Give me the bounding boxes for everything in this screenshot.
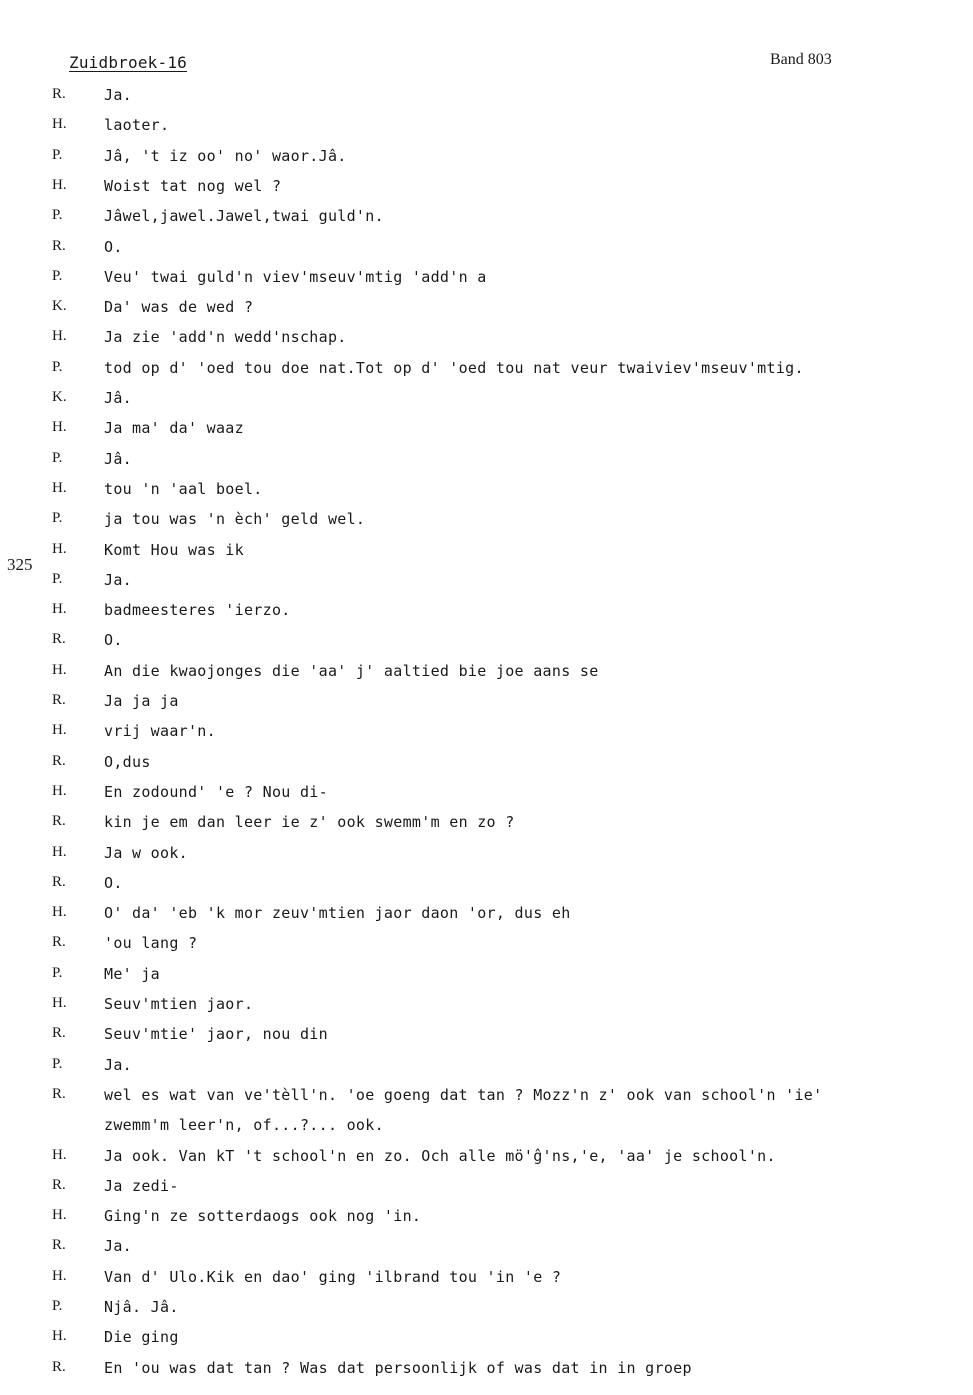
utterance-text: ja tou was 'n èch' geld wel. (104, 510, 366, 529)
transcript-line (0, 298, 973, 322)
speaker-label: P. (52, 964, 63, 981)
speaker-label: R. (52, 813, 66, 830)
utterance-text: kin je em dan leer ie z' ook swemm'm en zo ? (104, 813, 515, 832)
utterance-text: Jâ. (104, 449, 132, 468)
utterance-text: En 'ou was dat tan ? Was dat persoonlijk of was dat in in groep (104, 1358, 692, 1377)
utterance-text: Seuv'mtien jaor. (104, 995, 254, 1013)
tape-number: Band 803 (770, 51, 832, 68)
transcript-line (0, 874, 973, 898)
utterance-text: Ja. (104, 1055, 132, 1074)
utterance-text: tou 'n 'aal boel. (104, 479, 263, 498)
speaker-label: R. (52, 752, 66, 769)
speaker-label: H. (52, 419, 67, 436)
utterance-text: O. (104, 631, 123, 650)
speaker-label: H. (52, 1207, 67, 1224)
speaker-label: H. (52, 995, 67, 1011)
transcript-line (0, 510, 973, 534)
speaker-label: H. (52, 116, 67, 133)
transcript-line (0, 662, 973, 686)
transcript-line (0, 541, 973, 565)
utterance-text: laoter. (104, 116, 170, 135)
transcript-line (0, 631, 973, 655)
utterance-text: Woist tat nog wel ? (104, 176, 282, 195)
utterance-text: Veu' twai guld'n viev'mseuv'mtig 'add'n a (104, 267, 487, 286)
margin-counter: 325 (7, 555, 33, 574)
speaker-label: K. (52, 389, 67, 405)
utterance-text: Jâwel,jawel.Jawel,twai guld'n. (104, 207, 384, 226)
speaker-label: P. (52, 570, 63, 587)
speaker-label: K. (52, 298, 67, 315)
transcript-line (0, 1147, 973, 1171)
speaker-label: H. (52, 176, 67, 193)
transcript-line (0, 722, 973, 746)
speaker-label: P. (52, 207, 63, 224)
transcript-line (0, 934, 973, 958)
transcript-line (0, 328, 973, 352)
speaker-label: H. (52, 661, 67, 678)
speaker-label: R. (52, 934, 66, 951)
speaker-label: H. (52, 782, 67, 799)
utterance-text: vrij waar'n. (104, 722, 216, 741)
transcript-line (0, 86, 973, 110)
speaker-label: H. (52, 1267, 67, 1284)
utterance-text: Ja ook. Van kT 't school'n en zo. Och alle mö'ĝ'ns,'e, 'aa' je school'n. (104, 1146, 776, 1165)
utterance-text: O,dus (104, 752, 151, 771)
transcript-line (0, 965, 973, 989)
transcript-line (0, 419, 973, 443)
utterance-text: Ja. (104, 570, 132, 589)
speaker-label: H. (52, 904, 67, 921)
utterance-text: Njâ. Jâ. (104, 1298, 179, 1316)
speaker-label: R. (52, 1085, 66, 1102)
utterance-text: tod op d' 'oed tou doe nat.Tot op d' 'oed tou nat veur twaiviev'mseuv'mtig. (104, 358, 804, 377)
transcript-line (0, 813, 973, 837)
speaker-label: H. (52, 540, 67, 557)
utterance-text: Me' ja (104, 964, 160, 983)
transcript-line (0, 1359, 973, 1383)
speaker-label: H. (52, 1328, 67, 1345)
utterance-text: Komt Hou was ik (104, 540, 244, 559)
document-reference (69, 53, 187, 72)
speaker-label: H. (52, 1146, 67, 1163)
speaker-label: P. (52, 510, 63, 527)
utterance-text: 'ou lang ? (104, 934, 198, 953)
speaker-label: R. (52, 237, 66, 254)
utterance-text: badmeesteres 'ierzo. (104, 601, 291, 620)
transcript-line (0, 177, 973, 201)
utterance-text: Ja zedi- (104, 1176, 179, 1195)
utterance-text: O. (104, 237, 123, 256)
transcript-line (0, 1328, 973, 1352)
speaker-label: H. (52, 328, 67, 345)
speaker-label: R. (52, 1237, 66, 1254)
speaker-label: H. (52, 601, 67, 618)
speaker-label: H. (52, 843, 67, 860)
utterance-text: Ging'n ze sotterdaogs ook nog 'in. (104, 1207, 422, 1226)
document-reference-text: Zuidbroek-16 (69, 53, 187, 72)
transcript-line (0, 753, 973, 777)
transcript-line (0, 147, 973, 171)
utterance-text: Seuv'mtie' jaor, nou din (104, 1025, 328, 1044)
transcript-line (0, 116, 973, 140)
transcript-line (0, 1268, 973, 1292)
speaker-label: P. (52, 146, 63, 163)
utterance-text: Die ging (104, 1328, 179, 1347)
transcript-line (0, 571, 973, 595)
speaker-label: P. (52, 267, 63, 284)
transcript-line (0, 1207, 973, 1231)
transcript-line (0, 1056, 973, 1080)
speaker-label: R. (52, 1025, 66, 1042)
speaker-label: R. (52, 1176, 66, 1193)
transcript-line (0, 389, 973, 413)
speaker-label: R. (52, 692, 66, 708)
utterance-text: Van d' Ulo.Kik en dao' ging 'ilbrand tou 'in 'e ? (104, 1267, 562, 1286)
transcript-line (0, 1116, 973, 1140)
utterance-text: En zodound' 'e ? Nou di- (104, 782, 328, 801)
speaker-label: R. (52, 631, 66, 648)
transcript-line (0, 207, 973, 231)
transcript-line (0, 268, 973, 292)
speaker-label: P. (52, 1055, 63, 1072)
utterance-text: Jâ, 't iz oo' no' waor.Jâ. (104, 146, 347, 165)
transcript-line (0, 359, 973, 383)
speaker-label: H. (52, 722, 67, 739)
speaker-label: R. (52, 86, 66, 102)
transcript-line (0, 601, 973, 625)
speaker-label: P. (52, 449, 63, 466)
transcript-line (0, 783, 973, 807)
utterance-text: Ja. (104, 86, 132, 104)
utterance-text: Da' was de wed ? (104, 298, 254, 317)
utterance-text: Ja w ook. (104, 843, 188, 862)
utterance-text: Ja ma' da' waaz (104, 419, 244, 438)
utterance-text: Ja ja ja (104, 692, 179, 710)
utterance-text: wel es wat van ve'tèll'n. 'oe goeng dat tan ? Mozz'n z' ook van school'n 'ie' (104, 1085, 823, 1104)
speaker-label: P. (52, 1298, 63, 1314)
speaker-label: H. (52, 479, 67, 496)
transcript-line (0, 480, 973, 504)
utterance-text: Jâ. (104, 389, 132, 407)
transcript-line (0, 904, 973, 928)
transcript-line (0, 844, 973, 868)
utterance-text: O' da' 'eb 'k mor zeuv'mtien jaor daon 'or, dus eh (104, 904, 571, 923)
speaker-label: R. (52, 873, 66, 890)
transcript-line (0, 1025, 973, 1049)
speaker-label: P. (52, 358, 63, 375)
transcript-line (0, 1237, 973, 1261)
transcript-line (0, 238, 973, 262)
transcript-line (0, 450, 973, 474)
utterance-text: An die kwaojonges die 'aa' j' aaltied bie joe aans se (104, 661, 599, 680)
transcript-line (0, 692, 973, 716)
utterance-text: Ja. (104, 1237, 132, 1256)
utterance-text: Ja zie 'add'n wedd'nschap. (104, 328, 347, 347)
transcript-line (0, 1177, 973, 1201)
speaker-label: R. (52, 1358, 66, 1375)
transcript-line (0, 1298, 973, 1322)
transcript-line (0, 1086, 973, 1110)
transcript-line (0, 995, 973, 1019)
utterance-text: O. (104, 873, 123, 892)
utterance-text: zwemm'm leer'n, of...?... ook. (104, 1116, 384, 1135)
